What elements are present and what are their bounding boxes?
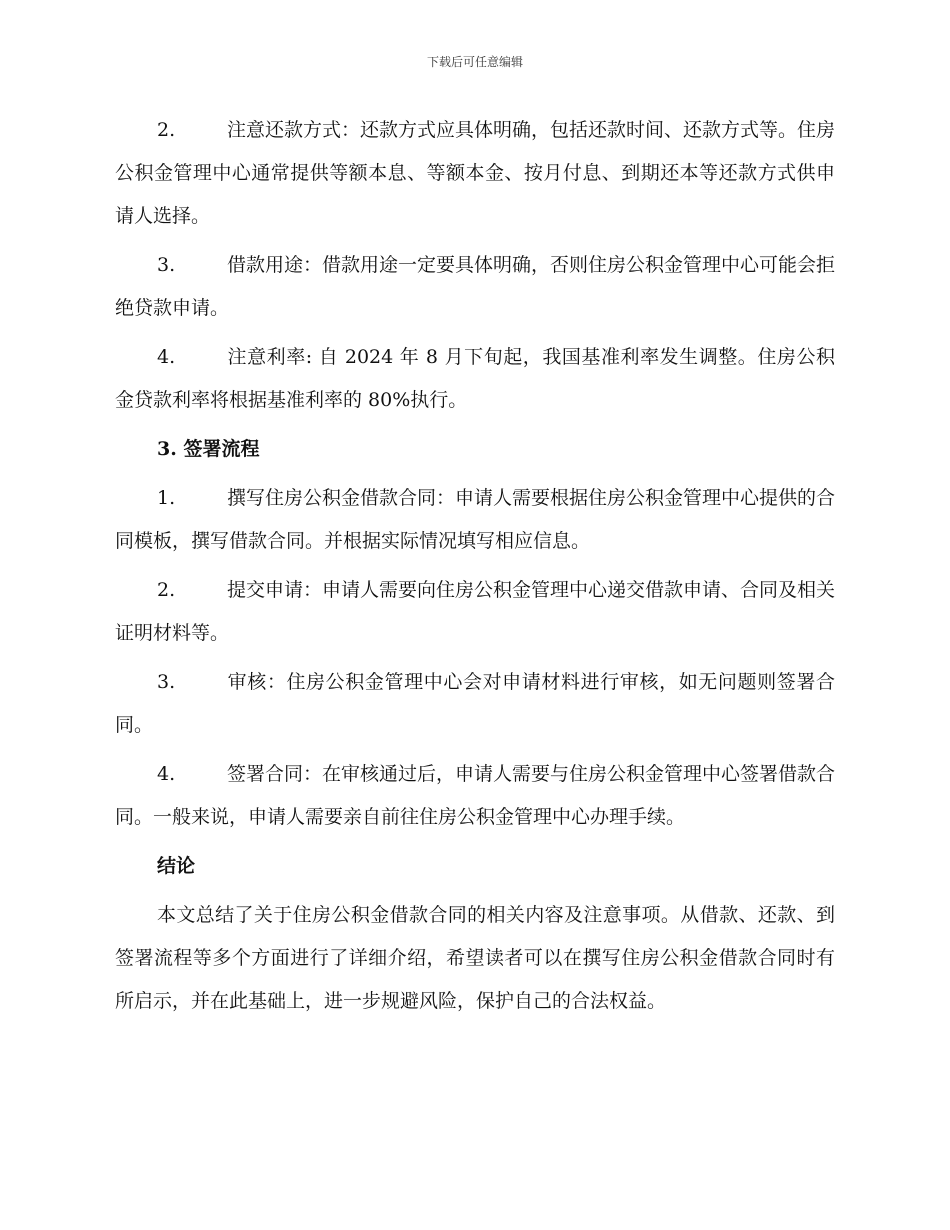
item-number: 4. (157, 763, 176, 785)
section-heading-signing: 3. 签署流程 (157, 438, 260, 460)
conclusion-paragraph: 本文总结了关于住房公积金借款合同的相关内容及注意事项。从借款、还款、到签署流程等多个方面进行了详细介绍，希望读者可以在撰写住房公积金借款合同时有所启示，并在此基础上，进一步规避风险，保护自己的合法权益。 (115, 904, 835, 1012)
item-number: 2. (157, 579, 176, 601)
item-number: 3. (157, 254, 176, 276)
page-header: 下载后可任意编辑 (426, 55, 523, 69)
item-text: 撰写住房公积金借款合同：申请人需要根据住房公积金管理中心提供的合同模板，撰写借款合同。并根据实际情况填写相应信息。 (115, 487, 836, 552)
repayment-item-3 (115, 244, 835, 330)
item-number: 4. (157, 346, 176, 368)
item-text: 借款用途：借款用途一定要具体明确，否则住房公积金管理中心可能会拒绝贷款申请。 (115, 254, 836, 319)
item-text: 审核：住房公积金管理中心会对申请材料进行审核，如无问题则签署合同。 (115, 671, 835, 736)
repayment-item-4 (115, 336, 835, 422)
signing-item-3 (115, 661, 835, 747)
signing-item-2 (115, 569, 835, 655)
item-number: 2. (157, 119, 176, 141)
signing-item-4 (115, 753, 835, 839)
repayment-item-2 (115, 109, 835, 238)
document-body (115, 109, 835, 1023)
signing-item-1 (115, 477, 835, 563)
item-text: 提交申请：申请人需要向住房公积金管理中心递交借款申请、合同及相关证明材料等。 (115, 579, 836, 644)
item-number: 1. (157, 487, 176, 509)
item-text: 签署合同：在审核通过后，申请人需要与住房公积金管理中心签署借款合同。一般来说，申请人需要亲自前往住房公积金管理中心办理手续。 (115, 763, 836, 828)
item-text: 注意还款方式：还款方式应具体明确，包括还款时间、还款方式等。住房公积金管理中心通常提供等额本息、等额本金、按月付息、到期还本等还款方式供申请人选择。 (115, 119, 836, 227)
item-number: 3. (157, 671, 176, 693)
item-text: 注意利率: 自 2024 年 8 月下旬起，我国基准利率发生调整。住房公积金贷款利率将根据基准利率的 80%执行。 (115, 346, 835, 411)
section-heading-conclusion: 结论 (157, 855, 196, 877)
